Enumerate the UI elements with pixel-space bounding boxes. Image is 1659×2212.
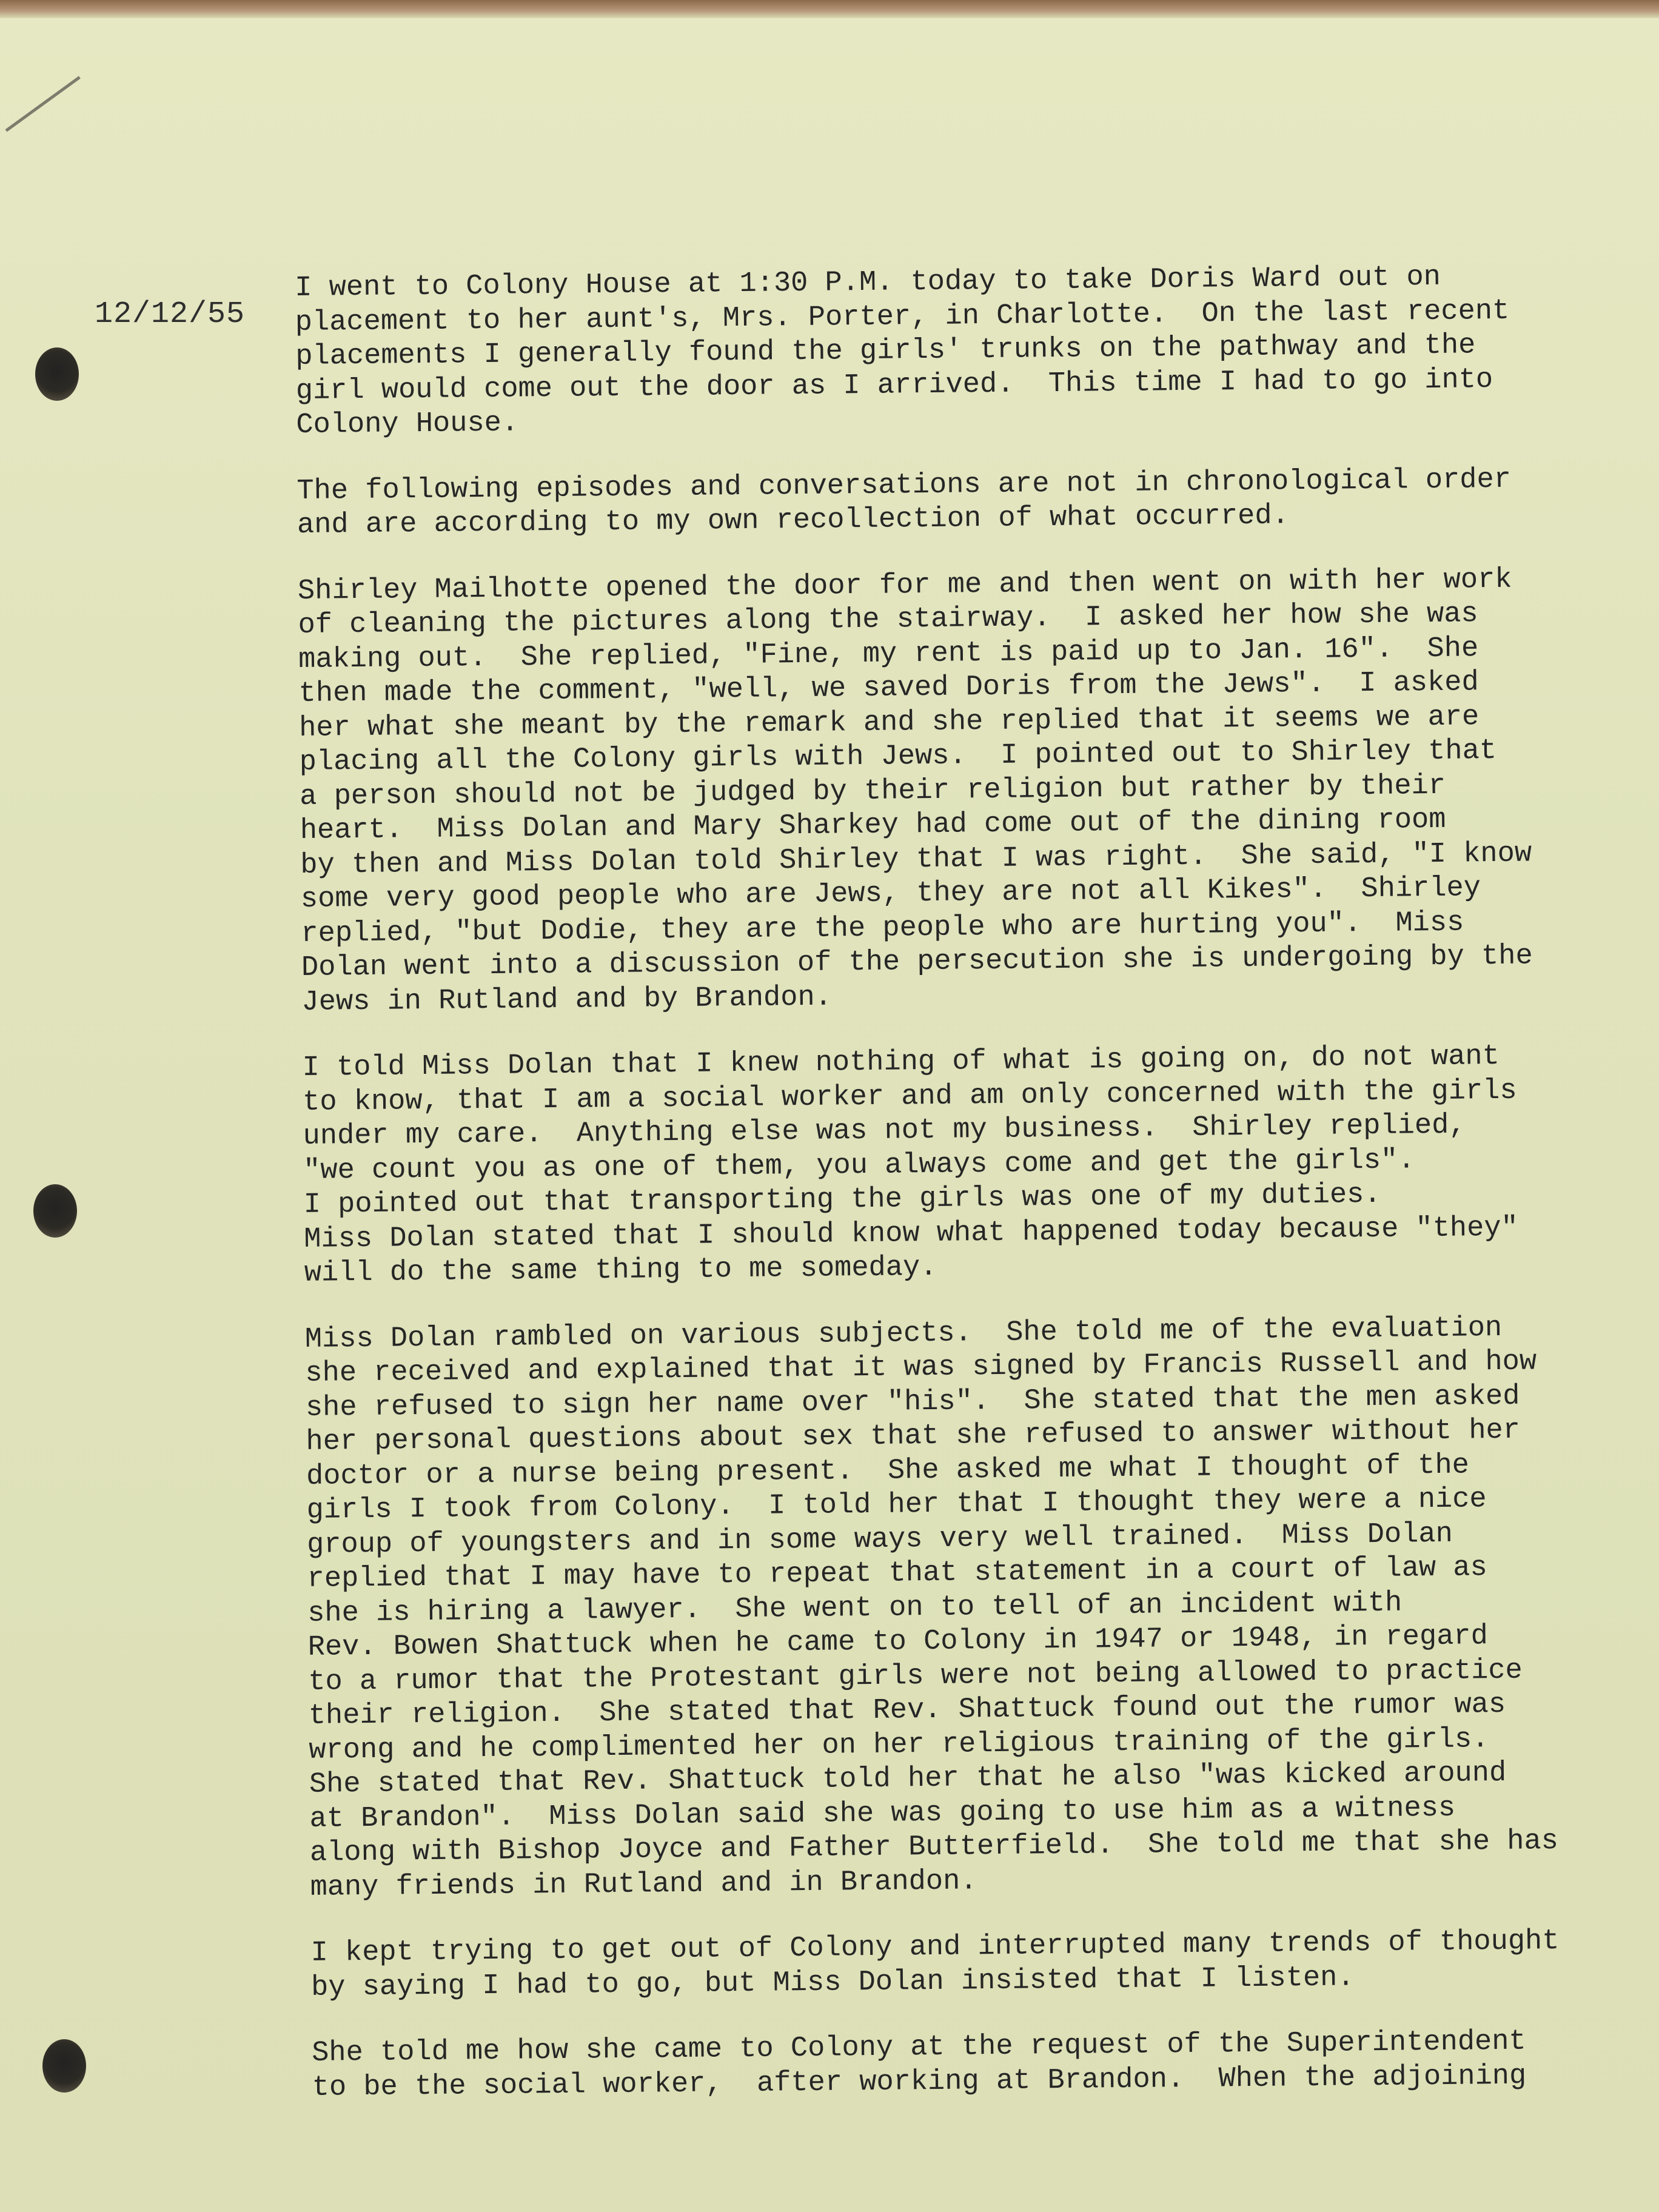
paragraph bbox=[298, 563, 1539, 1020]
text-line: Dolan went into a discussion of the persecution she is undergoing by the bbox=[301, 940, 1533, 984]
text-line: to know, that I am a social worker and am only concerned with the girls bbox=[302, 1074, 1517, 1119]
text-line: replied that I may have to repeat that statement in a court of law as bbox=[307, 1552, 1487, 1595]
punch-hole-middle bbox=[33, 1184, 77, 1238]
text-line: Colony House. bbox=[296, 407, 519, 441]
text-line: wrong and he complimented her on her religious training of the girls. bbox=[309, 1723, 1489, 1767]
text-line: Jews in Rutland and by Brandon. bbox=[301, 981, 833, 1019]
text-line: by then and Miss Dolan told Shirley that I was right. She said, "I know bbox=[300, 837, 1532, 882]
text-line: to a rumor that the Protestant girls were not being allowed to practice bbox=[308, 1654, 1523, 1698]
text-line: she received and explained that it was signed by Francis Russell and how bbox=[305, 1346, 1537, 1390]
text-line: her what she meant by the remark and she replied that it seems we are bbox=[298, 700, 1480, 745]
text-line: of cleaning the pictures along the stairway. I asked her how she was bbox=[298, 598, 1478, 642]
text-line: She stated that Rev. Shattuck told her that he also "was kicked around bbox=[309, 1757, 1507, 1801]
text-line: under my care. Anything else was not my business. Shirley replied, bbox=[303, 1109, 1466, 1153]
paragraph bbox=[304, 1311, 1559, 1905]
text-line: to be the social worker, after working at Brandon. When the adjoining bbox=[312, 2060, 1527, 2104]
text-line: placements I generally found the girls' trunks on the pathway and the bbox=[295, 329, 1476, 373]
text-line: will do the same thing to me someday. bbox=[304, 1251, 937, 1290]
text-line: I pointed out that transporting the girls was one of my duties. bbox=[303, 1178, 1381, 1221]
text-line: she is hiring a lawyer. She went on to tell of an incident with bbox=[307, 1587, 1403, 1630]
text-line: making out. She replied, "Fine, my rent is paid up to Jan. 16". She bbox=[298, 632, 1479, 676]
text-line: replied, "but Dodie, they are the people who are hurting you". Miss bbox=[301, 907, 1464, 950]
text-line: along with Bishop Joyce and Father Butterfield. She told me that she has bbox=[309, 1825, 1559, 1869]
text-line: Miss Dolan stated that I should know what happened today because "they" bbox=[304, 1212, 1519, 1256]
text-line: doctor or a nurse being present. She asked me what I thought of the bbox=[306, 1449, 1470, 1493]
text-line: girls I took from Colony. I told her that I thought they were a nice bbox=[306, 1483, 1487, 1527]
text-line: girl would come out the door as I arrived. This time I had to go into bbox=[295, 363, 1493, 407]
text-line: she refused to sign her name over "his". She stated that the men asked bbox=[305, 1380, 1520, 1424]
text-line: placing all the Colony girls with Jews. I pointed out to Shirley that bbox=[299, 735, 1497, 779]
paragraph bbox=[297, 463, 1534, 543]
text-line: by saying I had to go, but Miss Dolan insisted that I listen. bbox=[310, 1961, 1355, 2004]
paragraph bbox=[302, 1039, 1541, 1291]
paragraph bbox=[310, 1925, 1560, 2005]
text-line: I went to Colony House at 1:30 P.M. today to take Doris Ward out on bbox=[295, 261, 1441, 304]
text-line: She told me how she came to Colony at the request of the Superintendent bbox=[311, 2025, 1526, 2070]
text-line: at Brandon". Miss Dolan said she was going to use him as a witness bbox=[309, 1792, 1456, 1835]
text-line: some very good people who are Jews, they are not all Kikes". Shirley bbox=[300, 872, 1481, 916]
text-line: I kept trying to get out of Colony and interrupted many trends of thought bbox=[310, 1925, 1560, 1969]
text-line: and are according to my own recollection of what occurred. bbox=[297, 500, 1290, 541]
text-line: a person should not be judged by their religion but rather by their bbox=[300, 769, 1446, 813]
text-line: then made the comment, "well, we saved Doris from the Jews". I asked bbox=[298, 666, 1479, 710]
paragraph bbox=[312, 2025, 1549, 2105]
text-line: Rev. Bowen Shattuck when he came to Colony in 1947 or 1948, in regard bbox=[307, 1620, 1489, 1664]
text-line: Miss Dolan rambled on various subjects. She told me of the evaluation bbox=[304, 1312, 1503, 1356]
document-body bbox=[295, 260, 1560, 2136]
punch-hole-top bbox=[35, 347, 79, 401]
entry-date: 12/12/55 bbox=[95, 297, 246, 332]
text-line: Shirley Mailhotte opened the door for me and then went on with her work bbox=[297, 563, 1512, 608]
text-line: The following episodes and conversations are not in chronological order bbox=[297, 463, 1512, 508]
paragraph bbox=[295, 260, 1533, 443]
text-line: I told Miss Dolan that I knew nothing of what is going on, do not want bbox=[302, 1040, 1500, 1084]
text-line: group of youngsters and in some ways very well trained. Miss Dolan bbox=[306, 1518, 1453, 1561]
paper-page bbox=[0, 11, 1659, 2212]
text-line: many friends in Rutland and in Brandon. bbox=[310, 1865, 977, 1904]
page-top-edge bbox=[0, 0, 1659, 18]
text-line: placement to her aunt's, Mrs. Porter, in Charlotte. On the last recent bbox=[295, 295, 1510, 339]
text-line: "we count you as one of them, you always come and get the girls". bbox=[303, 1144, 1415, 1187]
text-line: heart. Miss Dolan and Mary Sharkey had come out of the dining room bbox=[300, 803, 1446, 847]
punch-hole-bottom bbox=[42, 2039, 86, 2093]
text-line: her personal questions about sex that she refused to answer without her bbox=[306, 1414, 1521, 1458]
pen-mark bbox=[5, 76, 81, 132]
text-line: their religion. She stated that Rev. Shattuck found out the rumor was bbox=[308, 1688, 1506, 1732]
